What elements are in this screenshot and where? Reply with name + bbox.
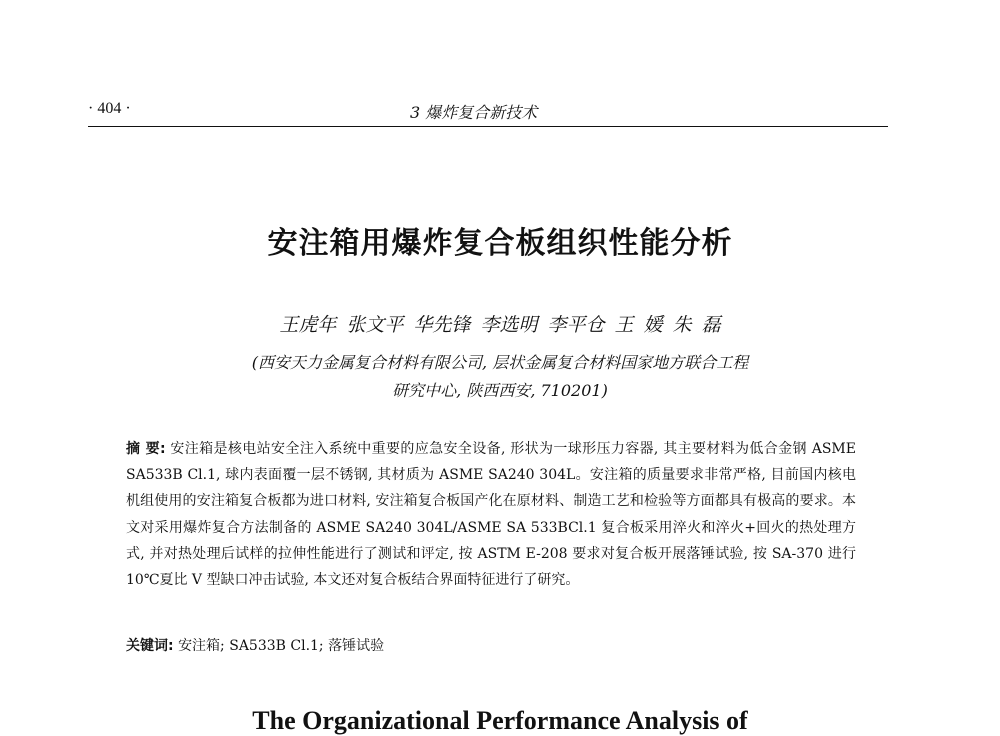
english-title: The Organizational Performance Analysis of — [252, 706, 748, 735]
chapter-title: 3 爆炸复合新技术 — [410, 103, 538, 122]
abstract-label: 摘 要: — [126, 441, 166, 457]
abstract — [126, 436, 856, 593]
affiliation-line-2: 研究中心, 陕西西安, 710201) — [392, 381, 608, 400]
keywords-text: 安注箱; SA533B Cl.1; 落锤试验 — [178, 638, 385, 654]
keywords — [126, 635, 856, 655]
keywords-label: 关键词: — [126, 638, 174, 654]
running-header — [88, 96, 888, 127]
affiliation-line-1: (西安天力金属复合材料有限公司, 层状金属复合材料国家地方联合工程 — [251, 353, 749, 372]
page-number: · 404 · — [88, 100, 131, 117]
abstract-text: 安注箱是核电站安全注入系统中重要的应急安全设备, 形状为一球形压力容器, 其主要材料为低合金钢 ASME SA533B Cl.1, 球内表面覆一层不锈钢, 其材质为 ASME SA240 304L。安注箱的质量要求非常严格, 目前国内核电机组使用的安注箱复合板都为进口材料, 安注箱复合板国产化在原材料、制造工艺和检验等方面都具有极高的要求。本文对采用爆炸复合方法制备的 ASME SA240 304L/ASME SA 533BCl.1 复合板采用淬火和淬火+回火的热处理方式, 并对热处理后试样的拉伸性能进行了测试和评定, 按 ASTM E-208 要求对复合板开展落锤试验, 按 SA-370 进行 10℃夏比 V 型缺口冲击试验, 本文还对复合板结合界面特征进行了研究。 — [126, 441, 856, 589]
paper-title: 安注箱用爆炸复合板组织性能分析 — [267, 226, 733, 261]
author-list: 王虎年 张文平 华先锋 李选明 李平仓 王 媛 朱 磊 — [279, 314, 721, 336]
